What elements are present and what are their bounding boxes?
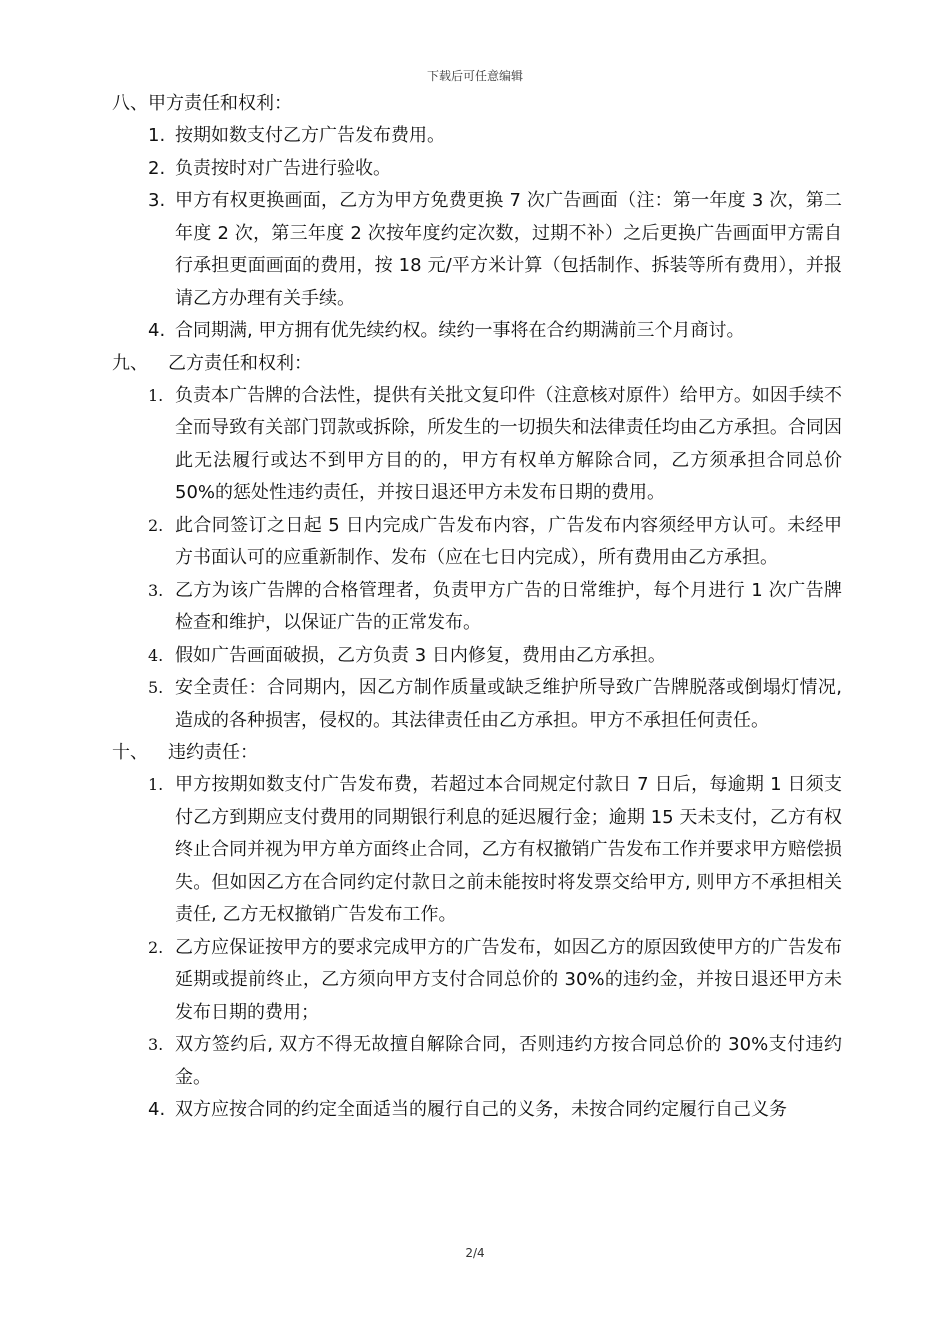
item-number: 3. xyxy=(148,190,166,211)
item-text: 双方签约后, 双方不得无故擅自解除合同，否则违约方按合同总价的 30%支付违约金。 xyxy=(175,1034,842,1088)
item-text: 合同期满, 甲方拥有优先续约权。续约一事将在合约期满前三个月商讨。 xyxy=(175,320,745,341)
section-title xyxy=(112,88,842,120)
item-number: 1. xyxy=(148,385,164,405)
list-item xyxy=(112,120,842,153)
list-item xyxy=(112,510,842,575)
item-text: 双方应按合同的约定全面适当的履行自己的义务，未按合同约定履行自己义务 xyxy=(175,1099,787,1120)
section-title xyxy=(112,348,842,380)
item-text: 假如广告画面破损，乙方负责 3 日内修复，费用由乙方承担。 xyxy=(175,644,666,666)
item-number: 5. xyxy=(148,678,164,697)
list-item xyxy=(112,932,842,1030)
list-item xyxy=(112,672,842,737)
item-number: 4. xyxy=(148,645,164,665)
list-item xyxy=(112,640,842,673)
section-heading: 乙方责任和权利： xyxy=(168,352,312,374)
item-text: 负责本广告牌的合法性，提供有关批文复印件（注意核对原件）给甲方。如因手续不全而导致有关部门罚款或拆除，所发生的一切损失和法律责任均由乙方承担。合同因此无法履行或达不到甲方目的的，甲方有权单方解除合同，乙方须承担合同总价 50%的惩处性违约责任，并按日退还甲方未发布日期的费用。 xyxy=(175,384,842,503)
list-item xyxy=(112,769,842,932)
item-text: 乙方为该广告牌的合格管理者，负责甲方广告的日常维护，每个月进行 1 次广告牌检查和维护，以保证广告的正常发布。 xyxy=(175,579,842,633)
list-item xyxy=(112,185,842,315)
item-text: 乙方应保证按甲方的要求完成甲方的广告发布，如因乙方的原因致使甲方的广告发布延期或提前终止，乙方须向甲方支付合同总价的 30%的违约金，并按日退还甲方未发布日期的费用； xyxy=(175,936,842,1023)
list-item xyxy=(112,1029,842,1094)
item-text: 甲方有权更换画面，乙方为甲方免费更换 7 次广告画面（注：第一年度 3 次，第二年度 2 次，第三年度 2 次按年度约定次数，过期不补）之后更换广告画面甲方需自行承担更面画面的费用，按 18 元/平方米计算（包括制作、拆装等所有费用），并报请乙方办理有关手续。 xyxy=(175,190,842,309)
list-item xyxy=(112,315,842,348)
section-heading: 甲方责任和权利： xyxy=(148,93,292,114)
item-text: 按期如数支付乙方广告发布费用。 xyxy=(175,125,445,146)
list-item xyxy=(112,575,842,640)
item-text: 甲方按期如数支付广告发布费，若超过本合同规定付款日 7 日后，每逾期 1 日须支付乙方到期应支付费用的同期银行利息的延迟履行金；逾期 15 天未支付，乙方有权终止合同并视为甲方单方面终止合同，乙方有权撤销广告发布工作并要求甲方赔偿损失。但如因乙方在合同约定付款日之前未能按时将发票交给甲方, 则甲方不承担相关责任, 乙方无权撤销广告发布工作。 xyxy=(175,774,842,925)
document-body xyxy=(112,88,842,1127)
page-number: 2/4 xyxy=(465,1246,485,1260)
list-item xyxy=(112,153,842,186)
list-item xyxy=(112,1094,842,1127)
item-number: 4. xyxy=(148,320,166,341)
section-title xyxy=(112,737,842,769)
item-number: 2. xyxy=(148,157,166,179)
section-heading: 违约责任： xyxy=(168,742,258,763)
item-number: 1. xyxy=(148,125,166,146)
item-number: 3. xyxy=(148,1035,164,1054)
item-number: 2. xyxy=(148,515,164,535)
item-text: 负责按时对广告进行验收。 xyxy=(175,157,391,179)
item-number: 1. xyxy=(148,775,164,794)
item-text: 此合同签订之日起 5 日内完成广告发布内容，广告发布内容须经甲方认可。未经甲方书面认可的应重新制作、发布（应在七日内完成），所有费用由乙方承担。 xyxy=(175,514,842,568)
item-number: 3. xyxy=(148,580,164,600)
section-number: 十、 xyxy=(112,742,148,763)
section-number: 九、 xyxy=(112,352,148,374)
item-number: 4. xyxy=(148,1099,166,1120)
item-number: 2. xyxy=(148,937,164,957)
item-text: 安全责任：合同期内，因乙方制作质量或缺乏维护所导致广告牌脱落或倒塌灯情况, 造成的各种损害，侵权的。其法律责任由乙方承担。甲方不承担任何责任。 xyxy=(175,677,842,731)
page-header: 下载后可任意编辑 xyxy=(426,69,523,83)
section-number: 八、 xyxy=(112,93,148,114)
list-item xyxy=(112,380,842,510)
